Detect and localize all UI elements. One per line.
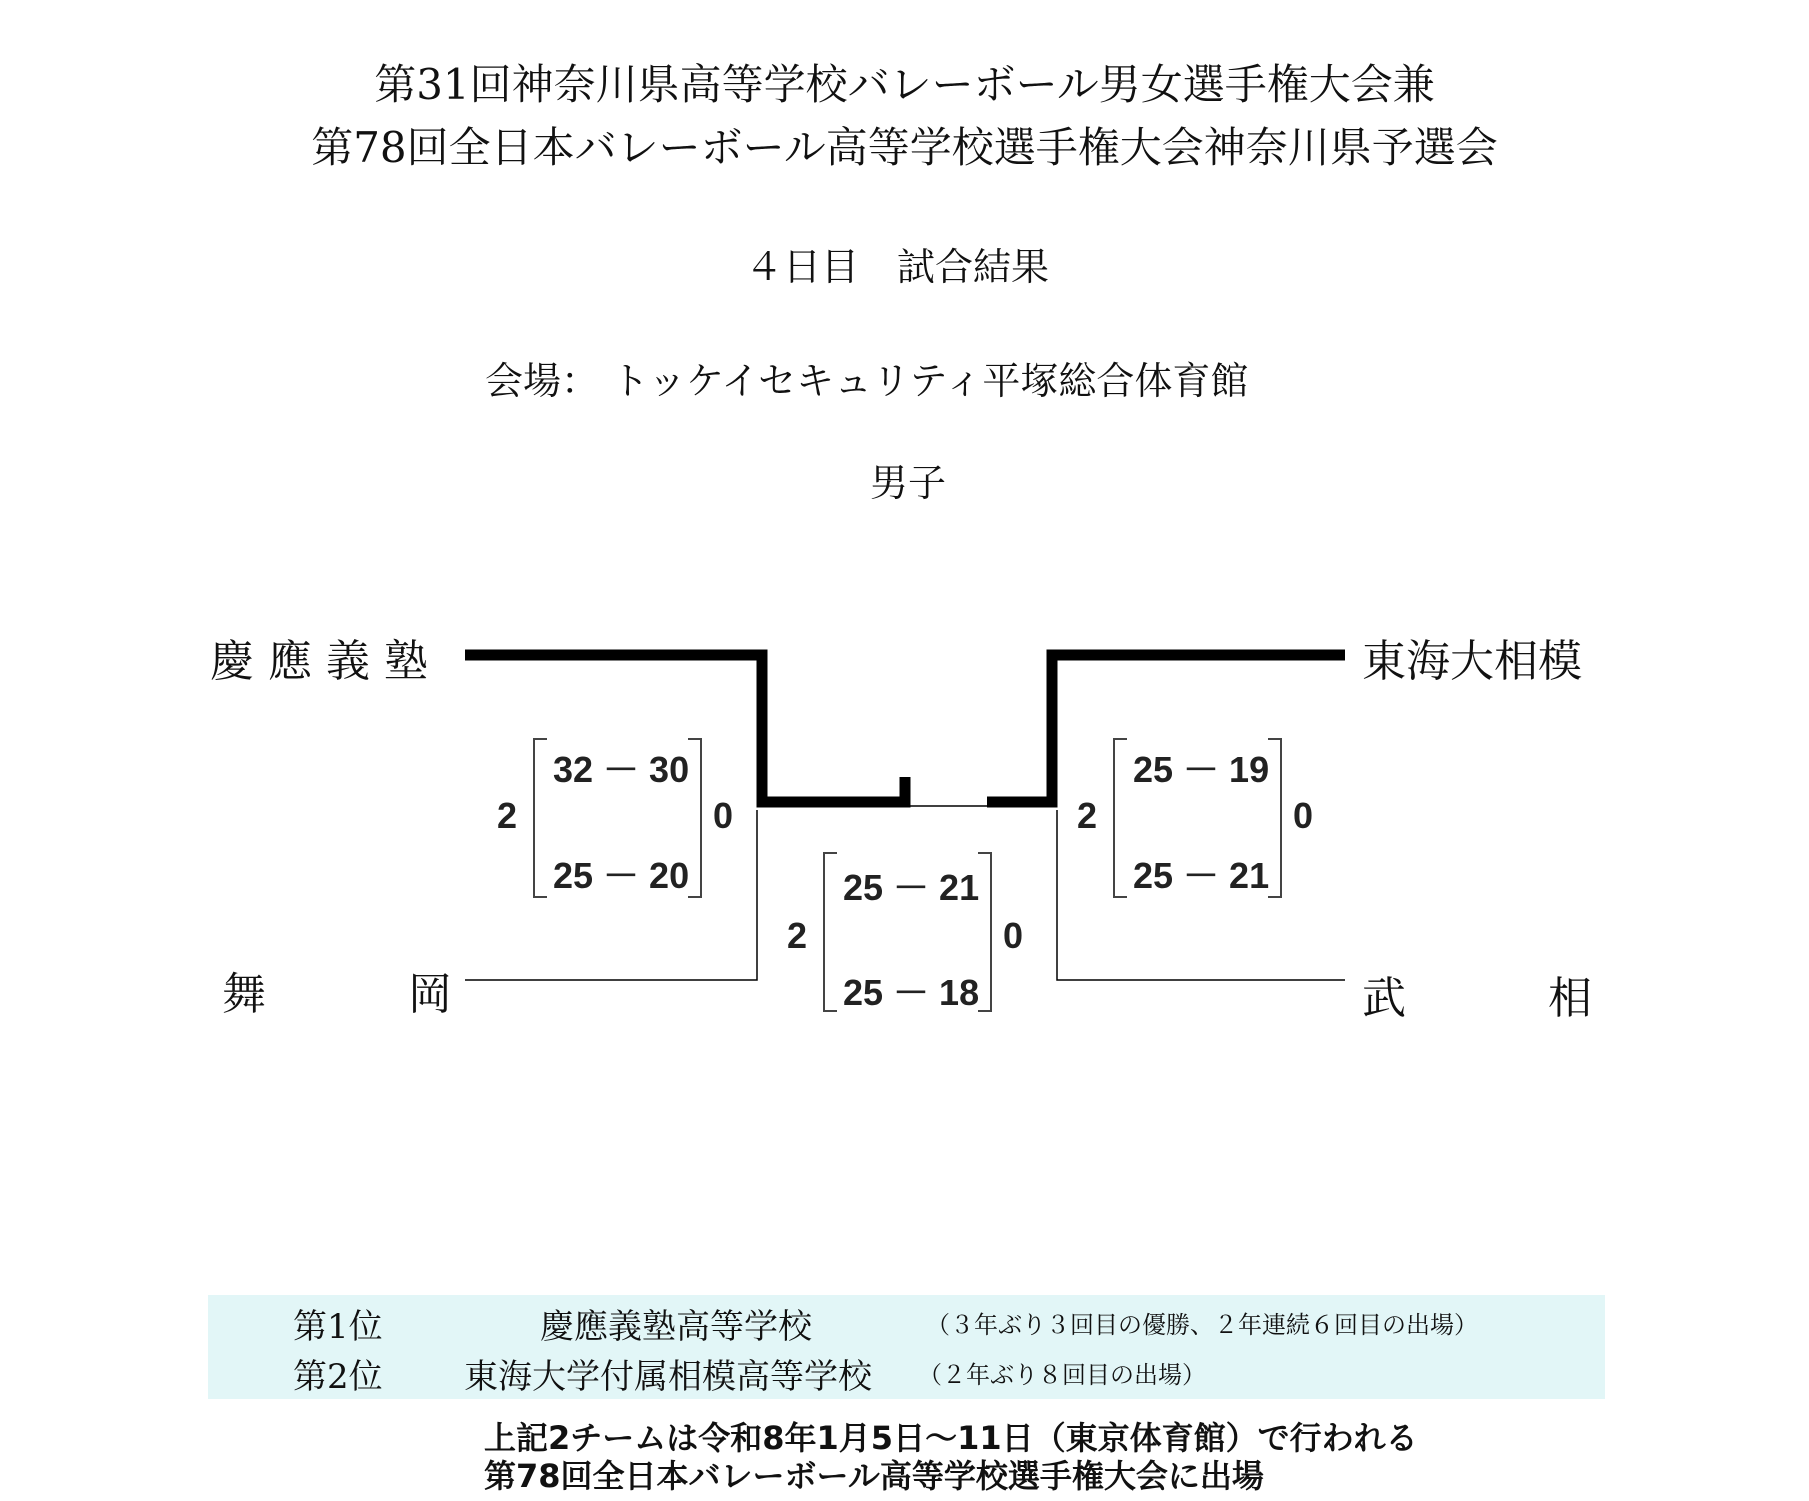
- result-rank: 第1位: [293, 1307, 383, 1347]
- title-line-2: 第78回全日本バレーボール高等学校選手権大会神奈川県予選会: [311, 123, 1498, 172]
- category-label: 男子: [870, 461, 947, 505]
- result-school: 慶應義塾高等学校: [540, 1307, 812, 1347]
- result-school: 東海大学付属相模高等学校: [464, 1357, 872, 1397]
- day-label: ４日目 試合結果: [745, 245, 1050, 289]
- right-match-sets-right: 0: [1293, 795, 1314, 836]
- team-left-bottom-char2: 岡: [408, 969, 452, 1020]
- final-match-sets-left: 2: [787, 915, 808, 956]
- final-match-sets-right: 0: [1003, 915, 1024, 956]
- result-note: （２年ぶり８回目の出場）: [918, 1361, 1206, 1389]
- venue-label: 会場： トッケイセキュリティ平塚総合体育館: [485, 359, 1249, 403]
- team-right-bottom-char2: 相: [1548, 973, 1592, 1024]
- left-match-sets-left: 2: [497, 795, 518, 836]
- right-match-set1: 25 － 19: [1133, 749, 1270, 790]
- results-panel: [208, 1295, 1605, 1399]
- result-row-1: [208, 1299, 1605, 1351]
- footer-line-1: 上記2チームは令和8年1月5日～11日（東京体育館）で行われる: [484, 1419, 1418, 1457]
- team-left-top: 慶 應 義 塾: [210, 636, 428, 687]
- team-right-top: 東海大相模: [1362, 636, 1582, 687]
- team-right-bottom-char1: 武: [1362, 973, 1406, 1024]
- title-line-1: 第31回神奈川県高等学校バレーボール男女選手権大会兼: [374, 60, 1435, 109]
- result-rank: 第2位: [293, 1357, 383, 1397]
- final-match-set2: 25 － 18: [843, 972, 980, 1013]
- final-match-set1: 25 － 21: [843, 867, 980, 908]
- result-row-2: [208, 1349, 1605, 1401]
- left-match-set2: 25 － 20: [553, 855, 690, 896]
- footer-line-2: 第78回全日本バレーボール高等学校選手権大会に出場: [484, 1457, 1264, 1495]
- team-left-bottom-char1: 舞: [222, 969, 266, 1020]
- right-match-set2: 25 － 21: [1133, 855, 1270, 896]
- result-note: （３年ぶり３回目の優勝、２年連続６回目の出場）: [926, 1311, 1478, 1339]
- right-match-sets-left: 2: [1077, 795, 1098, 836]
- left-match-set1: 32 － 30: [553, 749, 690, 790]
- left-match-sets-right: 0: [713, 795, 734, 836]
